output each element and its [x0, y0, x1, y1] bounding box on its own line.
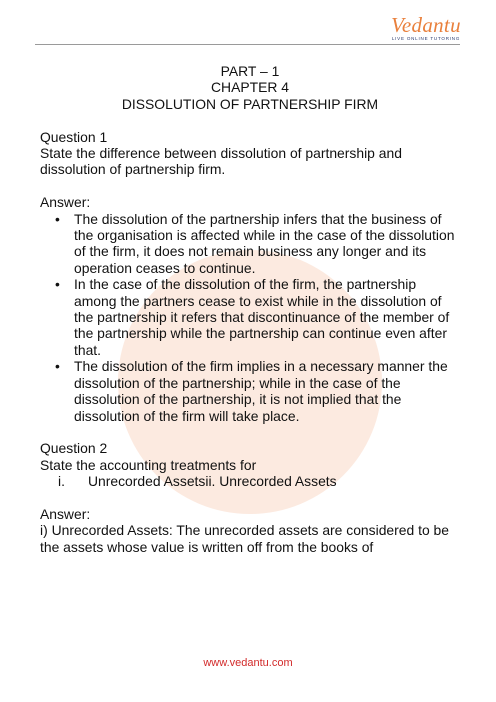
answer-2-label: Answer:: [40, 505, 91, 522]
question-2-item: [40, 473, 460, 489]
bullet-icon: •: [55, 210, 60, 227]
answer-1-list: [40, 211, 460, 424]
part-heading: PART – 1: [220, 63, 280, 79]
bullet-icon: •: [55, 276, 60, 293]
answer-2-text: i) Unrecorded Assets: The unrecorded assets are considered to be the assets whose value is written off from the books of: [40, 522, 449, 555]
bullet-text: The dissolution of the partnership infers that the business of the organisation is affected while in the case of the dissolution of the firm, it does not remain business any longer and its operation ceases to continue.: [74, 210, 455, 276]
header-divider: [35, 44, 460, 45]
chapter-heading: CHAPTER 4: [211, 79, 289, 96]
question-2-label: Question 2: [40, 440, 108, 457]
list-item: [44, 276, 460, 358]
bullet-text: The dissolution of the firm implies in a necessary manner the dissolution of the partnership; while in the case of the dissolution of the partnership, it is not implied that the dissolution of the firm will take place.: [74, 358, 448, 424]
vedantu-logo: [376, 14, 476, 42]
logo-word: Vedantu: [391, 13, 461, 37]
item-number: i.: [58, 473, 65, 490]
item-text: Unrecorded Assetsii. Unrecorded Assets: [88, 473, 337, 490]
question-1-label: Question 1: [40, 128, 108, 145]
question-2-text: State the accounting treatments for: [40, 456, 257, 473]
footer-url: www.vedantu.com: [203, 657, 293, 669]
question-1-text: State the difference between dissolution of partnership and dissolution of partnership firm.: [40, 145, 402, 178]
answer-1-label: Answer:: [40, 194, 91, 211]
document-body: [40, 63, 460, 555]
document-heading: [40, 63, 460, 112]
bullet-icon: •: [55, 358, 60, 375]
list-item: [44, 211, 460, 277]
bullet-text: In the case of the dissolution of the firm, the partnership among the partners cease to exist while in the dissolution of the partnership it refers that discontinuance of the member of the partnership while the partnership can continue even after that.: [74, 276, 450, 358]
logo-tagline: LIVE ONLINE TUTORING: [391, 36, 461, 41]
chapter-title: DISSOLUTION OF PARTNERSHIP FIRM: [121, 95, 379, 112]
list-item: [44, 358, 460, 424]
